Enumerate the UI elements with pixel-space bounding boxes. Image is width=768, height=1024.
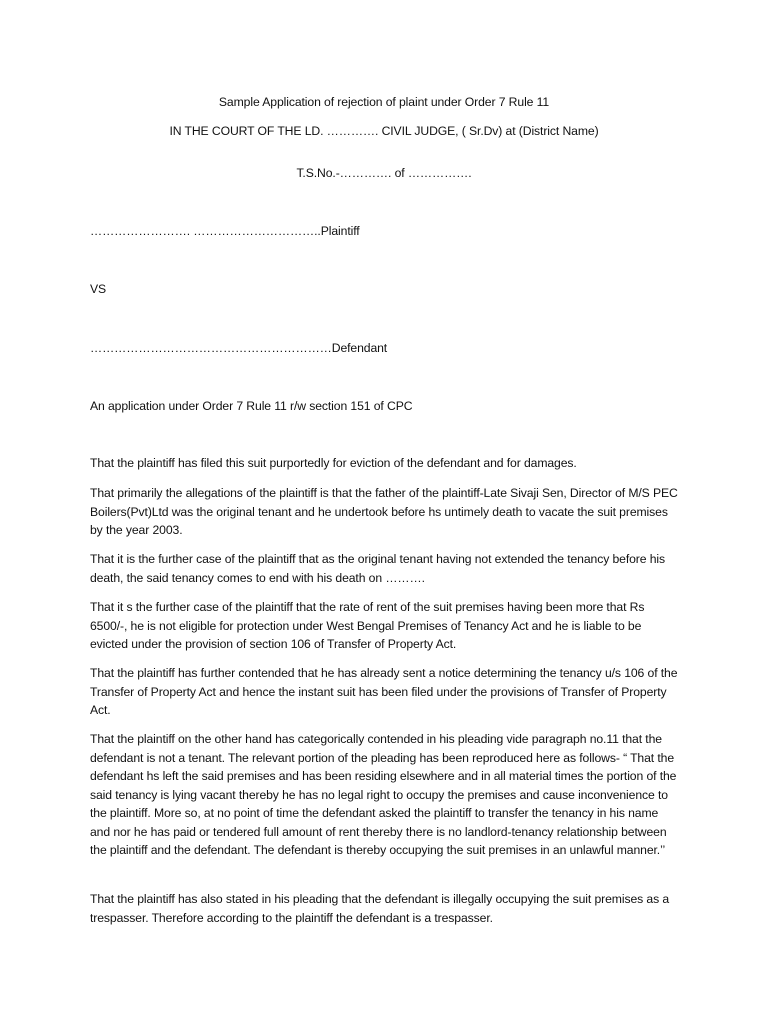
application-heading: An application under Order 7 Rule 11 r/w section 151 of CPC (90, 399, 413, 413)
paragraph-7: That the plaintiff has also stated in his pleading that the defendant is illegally occupying the suit premises as a trespasser. Therefore according to the plaintiff the defendant is a trespasser. (90, 892, 670, 925)
court-heading: IN THE COURT OF THE LD. …………. CIVIL JUDGE, ( Sr.Dv) at (District Name) (169, 124, 599, 138)
paragraph-2: That primarily the allegations of the plaintiff is that the father of the plaintiff-Late Sivaji Sen, Director of M/S PEC Boilers(Pvt)Ltd was the original tenant and he undertook before hs untimely death to vacate the suit premises by the year 2003. (90, 486, 678, 537)
paragraph-6: That the plaintiff on the other hand has categorically contended in his pleading vide paragraph no.11 that the defendant is not a tenant. The relevant portion of the pleading has been reproduced here as follows- “ That the defendant hs left the said premises and has been residing elsewhere and in all material times the portion of the said tenancy is lying vacant thereby he has no legal right to occupy the premises and cause inconvenience to the plaintiff. More so, at no point of time the defendant asked the plaintiff to transfer the tenancy in his name and nor he has paid or tendered full amount of rent thereby there is no landlord-tenancy relationship between the plaintiff and the defendant. The defendant is thereby occupying the suit premises in an unlawful manner.’’ (90, 732, 677, 857)
defendant-line: ……………………………………………………Defendant (90, 341, 388, 355)
versus-label: VS (90, 282, 107, 296)
paragraph-1: That the plaintiff has filed this suit purportedly for eviction of the defendant and for damages. (90, 456, 577, 470)
paragraph-5: That the plaintiff has further contended that he has already sent a notice determining the tenancy u/s 106 of the Transfer of Property Act and hence the instant suit has been filed under the provisions of Transfer of Property Act. (90, 666, 678, 717)
case-number: T.S.No.-…………. of ……………. (296, 166, 472, 180)
paragraph-3: That it is the further case of the plaintiff that as the original tenant having not extended the tenancy before his death, the said tenancy comes to end with his death on ………. (90, 552, 666, 585)
document-title: Sample Application of rejection of plaint under Order 7 Rule 11 (218, 95, 550, 109)
plaintiff-line: ……………………. …………………………..Plaintiff (90, 224, 360, 238)
paragraph-4: That it s the further case of the plaintiff that the rate of rent of the suit premises having been more that Rs 6500/-, he is not eligible for protection under West Bengal Premises of Tenancy Act and he is liable to be evicted under the provision of section 106 of Transfer of Property Act. (90, 600, 645, 651)
